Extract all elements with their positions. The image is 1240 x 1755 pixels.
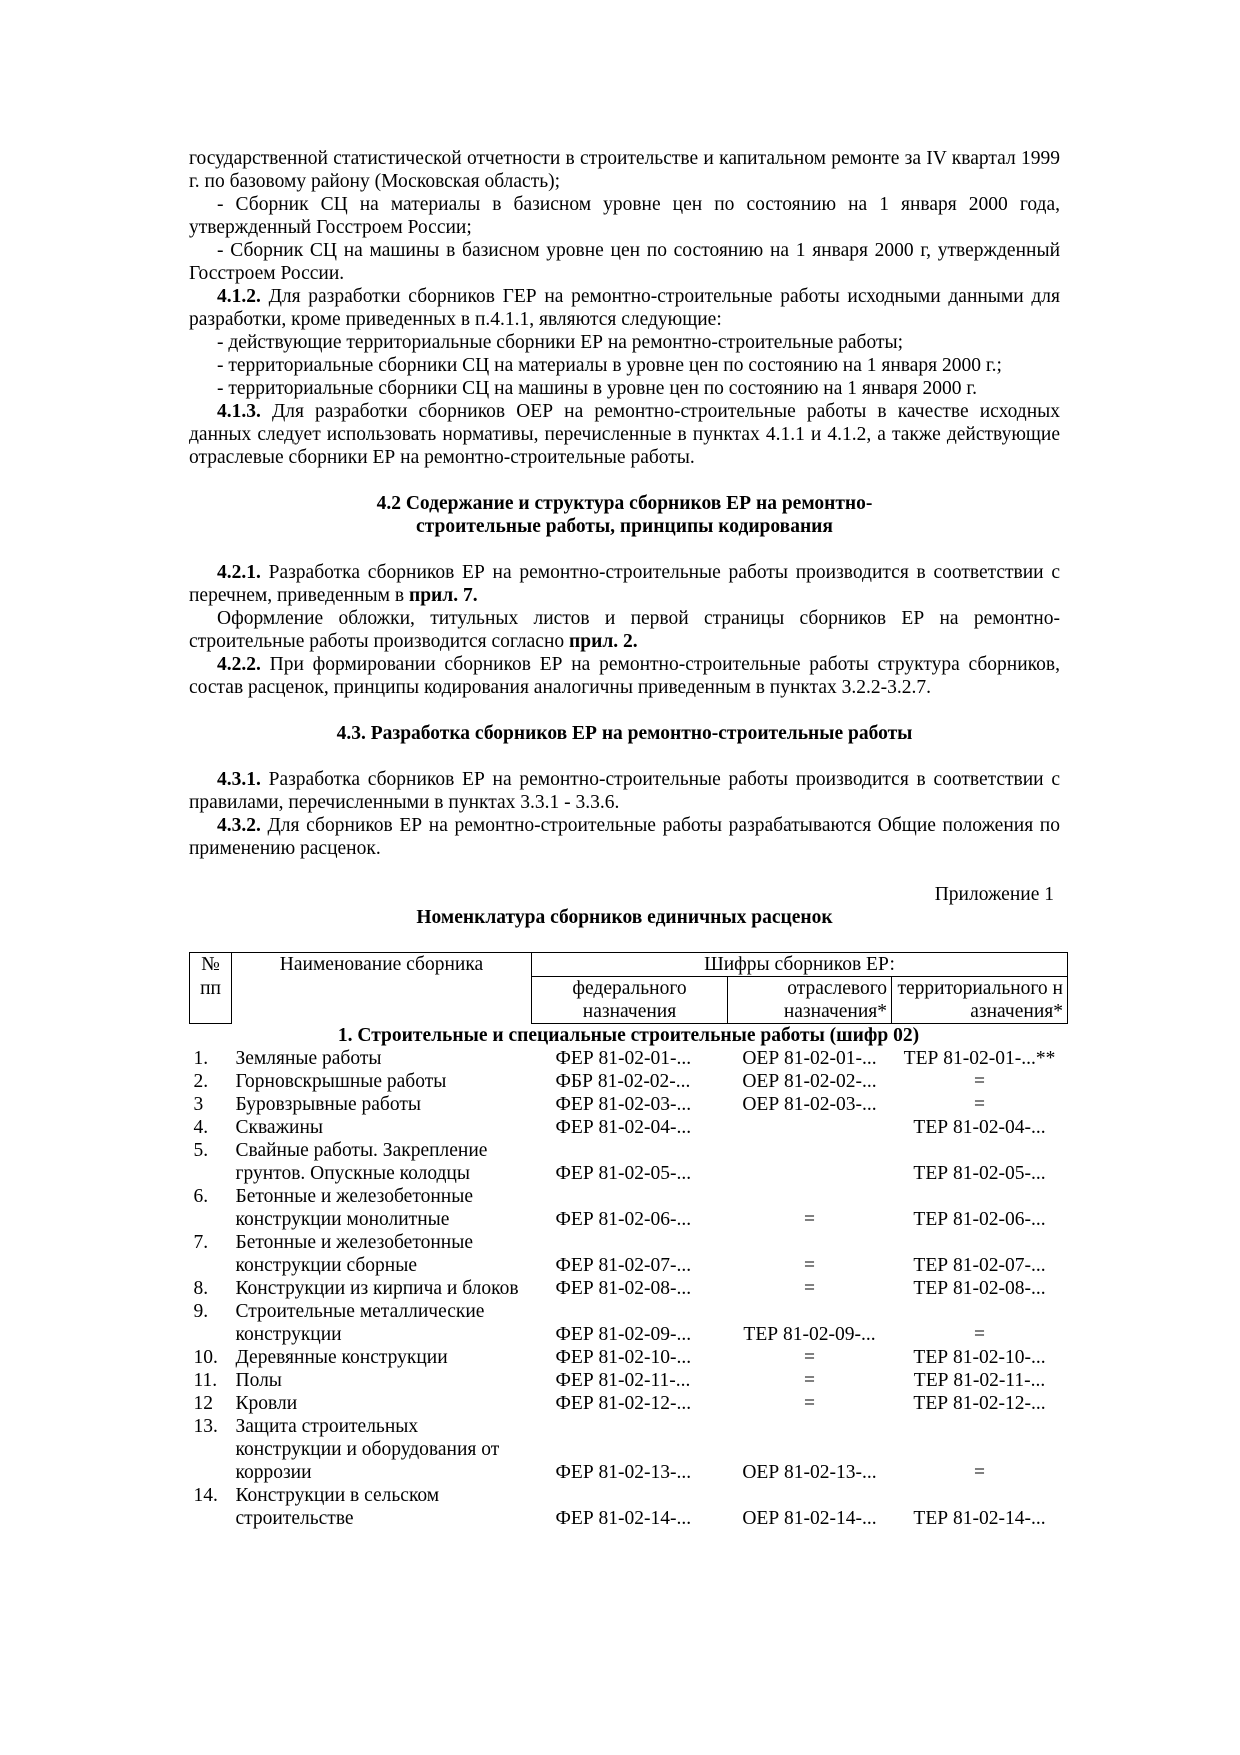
clause-text: Оформление обложки, титульных листов и первой страницы сборников ЕР на ремонтно-строительные работы производится согласно (189, 608, 1060, 652)
appendix-label: Приложение 1 (934, 884, 1054, 905)
federal-code: ФЕР 81-02-10-... (555, 1347, 692, 1368)
list-item: - территориальные сборники СЦ на материалы в уровне цен по состоянию на 1 января 2000 г.; (217, 355, 1002, 376)
paragraph-4-2-1 (189, 561, 1060, 607)
territorial-code: ТЕР 81-02-08-... (913, 1278, 1046, 1299)
territorial-code: ТЕР 81-02-06-... (913, 1209, 1046, 1230)
collection-name: Конструкции из кирпича и блоков (235, 1278, 519, 1299)
clause-text: Разработка сборников ЕР на ремонтно-строительные работы производится в соответствии с перечнем, приведенным в (189, 562, 1060, 606)
sectoral-code: = (804, 1347, 815, 1368)
header-name: Наименование сборника (232, 953, 532, 1024)
table-row (190, 1093, 1068, 1116)
header-pp: пп (190, 977, 232, 1024)
federal-code: ФЕР 81-02-14-... (555, 1508, 692, 1529)
row-number: 14. (193, 1485, 218, 1506)
section-heading-4-2 (189, 492, 1060, 538)
paragraph-4-3-2 (189, 814, 1060, 860)
paragraph-4-3-1 (189, 768, 1060, 814)
sectoral-code: ОЕР 81-02-02-... (742, 1071, 877, 1092)
header-number: № (190, 953, 232, 977)
row-number: 1. (193, 1048, 209, 1069)
row-number: 9. (193, 1301, 209, 1322)
table-row (190, 1346, 1068, 1369)
table-row (190, 1415, 1068, 1484)
row-number: 4. (193, 1117, 209, 1138)
territorial-code: = (974, 1094, 985, 1115)
row-number: 5. (193, 1140, 209, 1161)
federal-code: ФЕР 81-02-11-... (555, 1370, 691, 1391)
paragraph: государственной статистической отчетности в строительстве и капитальном ремонте за IV квартал 1999 г. по базовому району (Московская область); (189, 148, 1060, 192)
table-row (190, 1300, 1068, 1346)
appendix-title: Номенклатура сборников единичных расценок (416, 907, 833, 928)
federal-code: ФЕР 81-02-09-... (555, 1324, 692, 1345)
row-number: 13. (193, 1416, 218, 1437)
sectoral-code: ОЕР 81-02-14-... (742, 1508, 877, 1529)
collection-name: Бетонные и железобетонные конструкции монолитные (235, 1186, 473, 1230)
table-row (190, 1047, 1068, 1070)
federal-code: ФЕР 81-02-13-... (555, 1462, 692, 1483)
table-row (190, 1484, 1068, 1530)
clause-number: 4.2.1. (217, 562, 261, 583)
sectoral-code: = (804, 1209, 815, 1230)
header-territorial: территориального назначения* (892, 977, 1068, 1024)
federal-code: ФЕР 81-02-08-... (555, 1278, 692, 1299)
appendix-reference: прил. 2. (569, 631, 638, 652)
territorial-code: ТЕР 81-02-14-... (913, 1508, 1046, 1529)
sectoral-code: = (804, 1255, 815, 1276)
heading-line: 4.2 Содержание и структура сборников ЕР на ремонтно- (376, 493, 873, 514)
header-federal: федерального назначения (532, 977, 728, 1024)
document-page (189, 147, 1063, 1530)
paragraph (189, 607, 1060, 653)
paragraph-4-1-2 (189, 285, 1060, 331)
territorial-code: ТЕР 81-02-12-... (913, 1393, 1046, 1414)
clause-number: 4.3.1. (217, 769, 261, 790)
clause-text: При формировании сборников ЕР на ремонтно-строительные работы структура сборников, состав расценок, принципы кодирования аналогичны приведенным в пунктах 3.2.2-3.2.7. (189, 654, 1060, 698)
collections-table (189, 952, 1068, 1530)
territorial-code: ТЕР 81-02-05-... (913, 1163, 1046, 1184)
row-number: 2. (193, 1071, 209, 1092)
clause-number: 4.2.2. (217, 654, 261, 675)
sectoral-code (728, 1116, 892, 1139)
row-number: 7. (193, 1232, 209, 1253)
sectoral-code: = (804, 1278, 815, 1299)
territorial-code: = (974, 1071, 985, 1092)
row-number: 12 (193, 1393, 213, 1414)
collection-name: Земляные работы (235, 1048, 382, 1069)
sectoral-code (728, 1139, 892, 1185)
table-row (190, 1116, 1068, 1139)
territorial-code: ТЕР 81-02-11-... (913, 1370, 1046, 1391)
table-row (190, 1139, 1068, 1185)
table-row (190, 1231, 1068, 1277)
table-row (190, 1392, 1068, 1415)
clause-text: Для сборников ЕР на ремонтно-строительные работы разрабатываются Общие положения по применению расценок. (189, 815, 1060, 859)
collection-name: Строительные металлические конструкции (235, 1301, 485, 1345)
clause-text: Для разработки сборников ОЕР на ремонтно-строительные работы в качестве исходных данных следует использовать нормативы, перечисленные в пунктах 4.1.1 и 4.1.2, а также действующие отраслевые сборники ЕР на ремонтно-строительные работы. (189, 401, 1060, 468)
collection-name: Бетонные и железобетонные конструкции сборные (235, 1232, 473, 1276)
territorial-code: ТЕР 81-02-10-... (913, 1347, 1046, 1368)
paragraph-4-1-3 (189, 400, 1060, 469)
paragraph: - Сборник СЦ на машины в базисном уровне цен по состоянию на 1 января 2000 г, утвержденный Госстроем России. (189, 240, 1060, 284)
clause-text: Для разработки сборников ГЕР на ремонтно-строительные работы исходными данными для разработки, кроме приведенных в п.4.1.1, являются следующие: (189, 286, 1060, 330)
heading-line: строительные работы, принципы кодирования (416, 516, 833, 537)
paragraph-4-2-2 (189, 653, 1060, 699)
collection-name: Скважины (235, 1117, 324, 1138)
table-row (190, 1185, 1068, 1231)
row-number: 8. (193, 1278, 209, 1299)
collection-name: Горновскрышные работы (235, 1071, 447, 1092)
territorial-code: = (974, 1324, 985, 1345)
header-codes: Шифры сборников ЕР: (532, 953, 1068, 977)
table-row (190, 1369, 1068, 1392)
clause-number: 4.1.3. (217, 401, 261, 422)
section-row: 1. Строительные и специальные строительные работы (шифр 02) (337, 1025, 920, 1046)
table-row (190, 1277, 1068, 1300)
row-number: 3 (193, 1094, 204, 1115)
paragraph: - Сборник СЦ на материалы в базисном уровне цен по состоянию на 1 января 2000 года, утвержденный Госстроем России; (189, 194, 1060, 238)
federal-code: ФЕР 81-02-07-... (555, 1255, 692, 1276)
federal-code: ФЕР 81-02-05-... (555, 1163, 692, 1184)
collection-name: Кровли (235, 1393, 298, 1414)
federal-code: ФЕР 81-02-03-... (555, 1094, 692, 1115)
sectoral-code: ОЕР 81-02-01-... (742, 1048, 877, 1069)
federal-code: ФЕР 81-02-12-... (555, 1393, 692, 1414)
sectoral-code: = (804, 1370, 815, 1391)
list-item: - действующие территориальные сборники ЕР на ремонтно-строительные работы; (217, 332, 904, 353)
sectoral-code: = (804, 1393, 815, 1414)
row-number: 6. (193, 1186, 209, 1207)
collection-name: Конструкции в сельском строительстве (235, 1485, 440, 1529)
sectoral-code: ТЕР 81-02-09-... (743, 1324, 876, 1345)
federal-code: ФБР 81-02-02-... (555, 1071, 691, 1092)
collection-name: Защита строительных конструкции и оборудования от коррозии (235, 1416, 500, 1483)
section-heading-4-3: 4.3. Разработка сборников ЕР на ремонтно-строительные работы (336, 723, 913, 744)
territorial-code: ТЕР 81-02-07-... (913, 1255, 1046, 1276)
collection-name: Полы (235, 1370, 282, 1391)
clause-number: 4.1.2. (217, 286, 261, 307)
row-number: 10. (193, 1347, 218, 1368)
federal-code: ФЕР 81-02-04-... (555, 1117, 692, 1138)
territorial-code: ТЕР 81-02-04-... (913, 1117, 1046, 1138)
collection-name: Деревянные конструкции (235, 1347, 448, 1368)
table-row (190, 1070, 1068, 1093)
federal-code: ФЕР 81-02-06-... (555, 1209, 692, 1230)
territorial-code: ТЕР 81-02-01-...** (903, 1048, 1056, 1069)
row-number: 11. (193, 1370, 218, 1391)
federal-code: ФЕР 81-02-01-... (555, 1048, 692, 1069)
list-item: - территориальные сборники СЦ на машины в уровне цен по состоянию на 1 января 2000 г. (217, 378, 978, 399)
sectoral-code: ОЕР 81-02-03-... (742, 1094, 877, 1115)
sectoral-code: ОЕР 81-02-13-... (742, 1462, 877, 1483)
territorial-code: = (974, 1462, 985, 1483)
collection-name: Свайные работы. Закрепление грунтов. Опускные колодцы (235, 1140, 488, 1184)
clause-text: Разработка сборников ЕР на ремонтно-строительные работы производится в соответствии с правилами, перечисленными в пунктах 3.3.1 - 3.3.6. (189, 769, 1060, 813)
clause-number: 4.3.2. (217, 815, 261, 836)
appendix-reference: прил. 7. (408, 585, 478, 606)
collection-name: Буровзрывные работы (235, 1094, 421, 1115)
header-sectoral: отраслевого назначения* (728, 977, 892, 1024)
